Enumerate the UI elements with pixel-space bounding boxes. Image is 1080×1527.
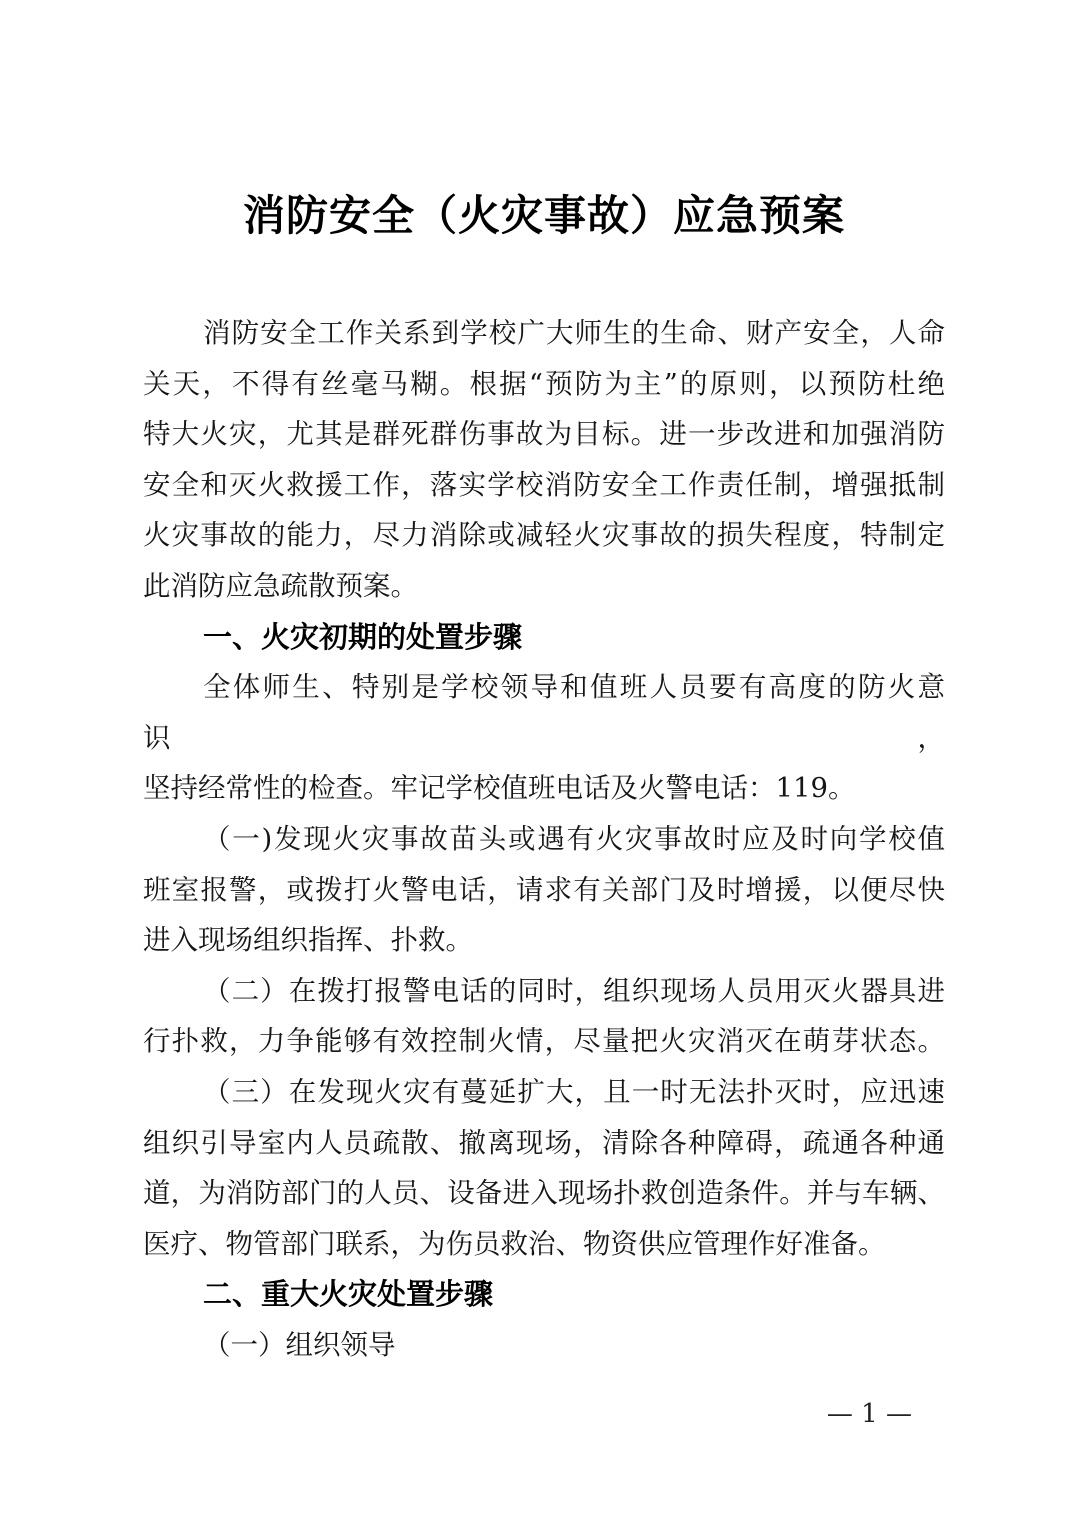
text-line: 进入现场组织指挥、扑救。	[143, 924, 473, 957]
text-line: 此消防应急疏散预案。	[143, 569, 418, 602]
text-line: 火灾事故的能力，尽力消除或减轻火灾事故的损失程度，特制定	[143, 519, 945, 552]
text-line: 坚持经常性的检查。牢记学校值班电话及火警电话：119。	[143, 772, 856, 805]
page-number: — 1 —	[826, 1399, 912, 1429]
text-line: 关天，不得有丝毫马糊。根据“预防为主”的原则，以预防杜绝	[143, 367, 945, 400]
text-line: 班室报警，或拨打火警电话，请求有关部门及时增援，以便尽快	[143, 873, 945, 906]
text-line: （一)发现火灾事故苗头或遇有火灾事故时应及时向学校值	[203, 822, 945, 855]
section-heading: 二、重大火灾处置步骤	[203, 1277, 494, 1312]
text-line: （二）在拨打报警电话的同时，组织现场人员用灭火器具进	[203, 974, 945, 1007]
section-heading: 一、火灾初期的处置步骤	[203, 619, 523, 654]
text-line: （三）在发现火灾有蔓延扩大，且一时无法扑灭时，应迅速	[203, 1075, 945, 1108]
text-line: 安全和灭火救援工作，落实学校消防安全工作责任制，增强抵制	[143, 468, 945, 501]
text-line: （一）组织领导	[203, 1328, 396, 1361]
text-line: 组织引导室内人员疏散、撤离现场，清除各种障碍，疏通各种通	[143, 1126, 945, 1159]
text-line: 特大火灾，尤其是群死群伤事故为目标。进一步改进和加强消防	[143, 418, 945, 451]
document-title: 消防安全（火灾事故）应急预案	[242, 191, 845, 240]
text-line: 全体师生、特别是学校领导和值班人员要有高度的防火意识，	[143, 671, 945, 754]
text-line: 行扑救，力争能够有效控制火情，尽量把火灾消灭在萌芽状态。	[143, 1025, 945, 1058]
text-line: 道，为消防部门的人员、设备进入现场扑救创造条件。并与车辆、	[143, 1177, 945, 1210]
text-line: 医疗、物管部门联系，为伤员救治、物资供应管理作好准备。	[143, 1227, 886, 1260]
text-line: 消防安全工作关系到学校广大师生的生命、财产安全，人命	[203, 317, 945, 349]
document-body	[143, 308, 945, 1370]
